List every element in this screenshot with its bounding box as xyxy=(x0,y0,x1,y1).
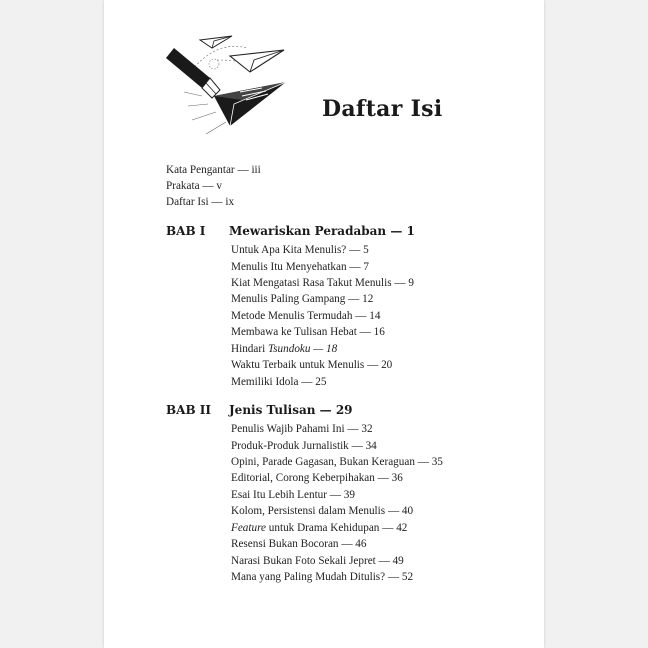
toc-entry: Produk-Produk Jurnalistik — 34 xyxy=(231,440,377,452)
toc-entry: Feature untuk Drama Kehidupan — 42 xyxy=(231,522,408,534)
toc-entry: Menulis Itu Menyehatkan — 7 xyxy=(231,261,369,273)
toc-entry: Memiliki Idola — 25 xyxy=(231,376,327,388)
book-page xyxy=(104,0,544,648)
toc-entry: Resensi Bukan Bocoran — 46 xyxy=(231,538,367,550)
toc-entry: Untuk Apa Kita Menulis? — 5 xyxy=(231,244,369,256)
chapter-number: BAB I xyxy=(166,224,206,238)
toc-entry: Mana yang Paling Mudah Ditulis? — 52 xyxy=(231,571,414,583)
toc-entry: Esai Itu Lebih Lentur — 39 xyxy=(231,489,355,501)
chapter-title: Jenis Tulisan — 29 xyxy=(229,403,353,417)
toc-entry: Hindari Tsundoku — 18 xyxy=(231,343,338,355)
toc-entry: Metode Menulis Termudah — 14 xyxy=(231,310,381,322)
chapter-number: BAB II xyxy=(166,403,211,417)
toc-entry: Menulis Paling Gampang — 12 xyxy=(231,293,374,305)
toc-entry: Daftar Isi — ix xyxy=(166,196,235,208)
toc-entry: Penulis Wajib Pahami Ini — 32 xyxy=(231,423,373,435)
toc-entry: Opini, Parade Gagasan, Bukan Keraguan — 35 xyxy=(231,456,443,468)
toc-entry: Kolom, Persistensi dalam Menulis — 40 xyxy=(231,505,414,517)
toc-entry: Narasi Bukan Foto Sekali Jepret — 49 xyxy=(231,555,404,567)
toc-entry: Editorial, Corong Keberpihakan — 36 xyxy=(231,472,403,484)
toc-entry: Kiat Mengatasi Rasa Takut Menulis — 9 xyxy=(231,277,414,289)
chapter-title: Mewariskan Peradaban — 1 xyxy=(229,224,415,238)
pen-and-paper-planes-illustration xyxy=(162,30,292,140)
toc-entry: Membawa ke Tulisan Hebat — 16 xyxy=(231,326,385,338)
toc-entry: Prakata — v xyxy=(166,180,222,192)
toc-entry: Kata Pengantar — iii xyxy=(166,164,261,176)
page-title: Daftar Isi xyxy=(322,96,443,122)
toc-entry: Waktu Terbaik untuk Menulis — 20 xyxy=(231,359,393,371)
